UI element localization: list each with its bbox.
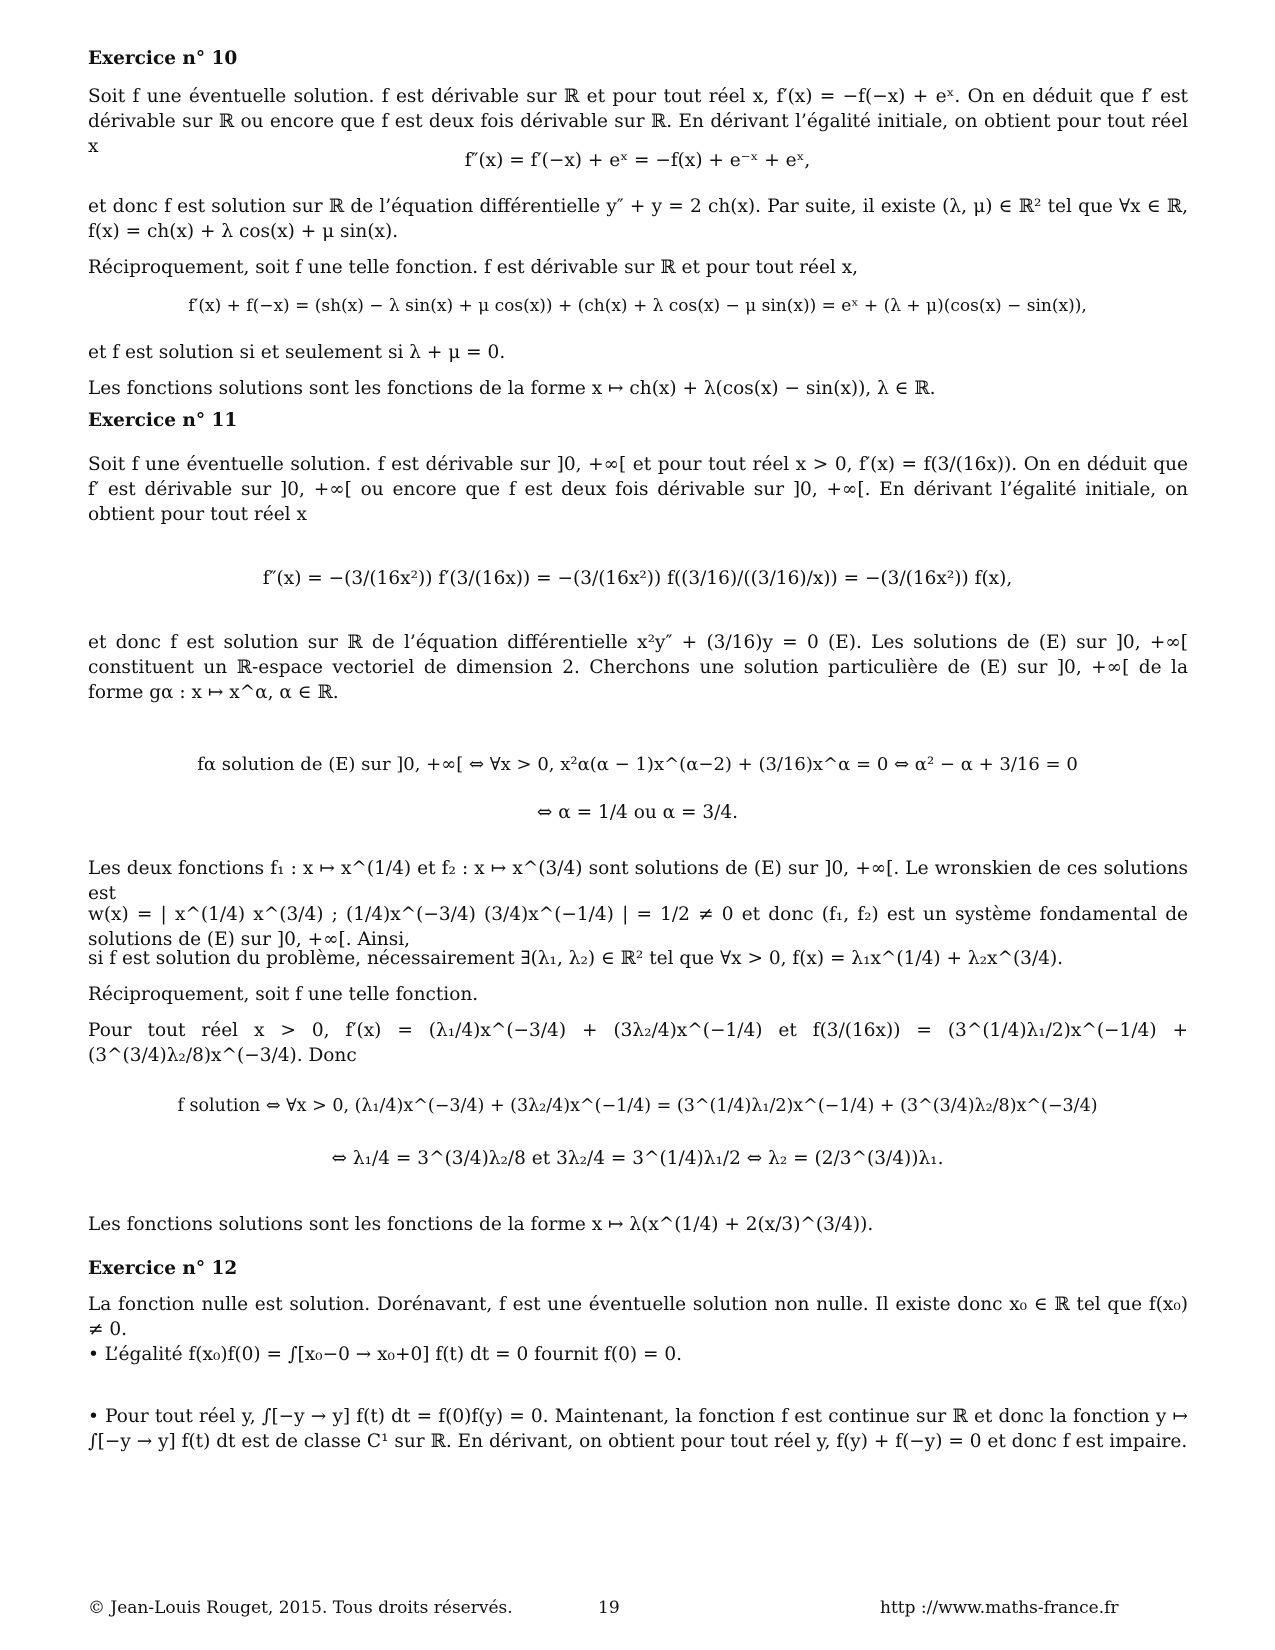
exercise-11-title: Exercice n° 11 xyxy=(88,410,238,431)
exercise-12-title: Exercice n° 12 xyxy=(88,1258,238,1279)
ex10-paragraph-3: Réciproquement, soit f une telle fonction. f est dérivable sur ℝ et pour tout réel x, xyxy=(88,257,859,278)
footer-page-number: 19 xyxy=(598,1598,620,1618)
ex10-paragraph-5: Les fonctions solutions sont les fonctions de la forme x ↦ ch(x) + λ(cos(x) − sin(x)), λ ∈ ℝ. xyxy=(88,378,936,399)
ex11-equation-1: f″(x) = −(3/(16x²)) f′(3/(16x)) = −(3/(16x²)) f((3/16)/((3/16)/x)) = −(3/(16x²)) f(x), xyxy=(262,568,1013,589)
ex11-wronskian: w(x) = | x^(1/4) x^(3/4) ; (1/4)x^(−3/4) (3/4)x^(−1/4) | = 1/2 ≠ 0 et donc (f₁, f₂) est un système fondamental de solutions de (E) sur ]0, +∞[. Ainsi, xyxy=(88,904,1188,950)
ex11-paragraph-6: Réciproquement, soit f une telle fonction. xyxy=(88,984,479,1005)
ex11-paragraph-2: et donc f est solution sur ℝ de l’équation différentielle x²y″ + (3/16)y = 0 (E). Les solutions de (E) sur ]0, +∞[ constituent un ℝ-espace vectoriel de dimension 2. Cherchons une solution particulière de (E) sur ]0, +∞[ de la forme gα : x ↦ x^α, α ∈ ℝ. xyxy=(88,632,1188,703)
ex12-bullet-2: • Pour tout réel y, ∫[−y → y] f(t) dt = f(0)f(y) = 0. Maintenant, la fonction f est continue sur ℝ et donc la fonction y ↦ ∫[−y → y] f(t) dt est de classe C¹ sur ℝ. En dérivant, on obtient pour tout réel y, f(y) + f(−y) = 0 et donc f est impaire. xyxy=(88,1406,1188,1452)
footer-url[interactable]: http ://www.maths-france.fr xyxy=(880,1598,1119,1618)
ex12-bullet-1: • L’égalité f(x₀)f(0) = ∫[x₀−0 → x₀+0] f(t) dt = 0 fournit f(0) = 0. xyxy=(88,1344,682,1365)
ex11-equation-2a: fα solution de (E) sur ]0, +∞[ ⇔ ∀x > 0, x²α(α − 1)x^(α−2) + (3/16)x^α = 0 ⇔ α² − α + 3/16 = 0 xyxy=(197,754,1078,775)
ex10-paragraph-1: Soit f une éventuelle solution. f est dérivable sur ℝ et pour tout réel x, f′(x) = −f(−x) + eˣ. On en déduit que f′ est dérivable sur ℝ ou encore que f est deux fois dérivable sur ℝ. En dérivant l’égalité initiale, on obtient pour tout réel x xyxy=(88,86,1188,157)
ex11-paragraph-1: Soit f une éventuelle solution. f est dérivable sur ]0, +∞[ et pour tout réel x > 0, f′(x) = f(3/(16x)). On en déduit que f′ est dérivable sur ]0, +∞[ ou encore que f est deux fois dérivable sur ]0, +∞[. En dérivant l’égalité initiale, on obtient pour tout réel x xyxy=(88,454,1188,525)
ex10-equation-2: f′(x) + f(−x) = (sh(x) − λ sin(x) + μ cos(x)) + (ch(x) + λ cos(x) − μ sin(x)) = eˣ + (λ + μ)(cos(x) − sin(x)), xyxy=(188,296,1087,316)
ex11-equation-3b: ⇔ λ₁/4 = 3^(3/4)λ₂/8 et 3λ₂/4 = 3^(1/4)λ₁/2 ⇔ λ₂ = (2/3^(3/4))λ₁. xyxy=(331,1148,944,1169)
ex12-paragraph-1: La fonction nulle est solution. Dorénavant, f est une éventuelle solution non nulle. Il existe donc x₀ ∈ ℝ tel que f(x₀) ≠ 0. xyxy=(88,1294,1188,1340)
footer-copyright: © Jean-Louis Rouget, 2015. Tous droits réservés. xyxy=(88,1598,513,1618)
ex10-paragraph-2: et donc f est solution sur ℝ de l’équation différentielle y″ + y = 2 ch(x). Par suite, il existe (λ, μ) ∈ ℝ² tel que ∀x ∈ ℝ, f(x) = ch(x) + λ cos(x) + μ sin(x). xyxy=(88,196,1188,242)
ex11-equation-2b: ⇔ α = 1/4 ou α = 3/4. xyxy=(536,802,739,823)
exercise-10-title: Exercice n° 10 xyxy=(88,48,238,69)
ex11-paragraph-3: Les deux fonctions f₁ : x ↦ x^(1/4) et f₂ : x ↦ x^(3/4) sont solutions de (E) sur ]0, +∞[. Le wronskien de ces solutions est xyxy=(88,858,1188,904)
ex11-paragraph-8: Les fonctions solutions sont les fonctions de la forme x ↦ λ(x^(1/4) + 2(x/3)^(3/4)). xyxy=(88,1214,874,1235)
ex11-equation-3a: f solution ⇔ ∀x > 0, (λ₁/4)x^(−3/4) + (3λ₂/4)x^(−1/4) = (3^(1/4)λ₁/2)x^(−1/4) + (3^(3/4)λ₂/8)x^(−3/4) xyxy=(177,1096,1098,1116)
ex10-equation-1: f″(x) = f′(−x) + eˣ = −f(x) + e⁻ˣ + eˣ, xyxy=(464,150,811,171)
ex11-paragraph-5: si f est solution du problème, nécessairement ∃(λ₁, λ₂) ∈ ℝ² tel que ∀x > 0, f(x) = λ₁x^(1/4) + λ₂x^(3/4). xyxy=(88,948,1064,969)
ex10-paragraph-4: et f est solution si et seulement si λ + μ = 0. xyxy=(88,342,506,363)
ex11-paragraph-7: Pour tout réel x > 0, f′(x) = (λ₁/4)x^(−3/4) + (3λ₂/4)x^(−1/4) et f(3/(16x)) = (3^(1/4)λ₁/2)x^(−1/4) + (3^(3/4)λ₂/8)x^(−3/4). Donc xyxy=(88,1020,1188,1066)
